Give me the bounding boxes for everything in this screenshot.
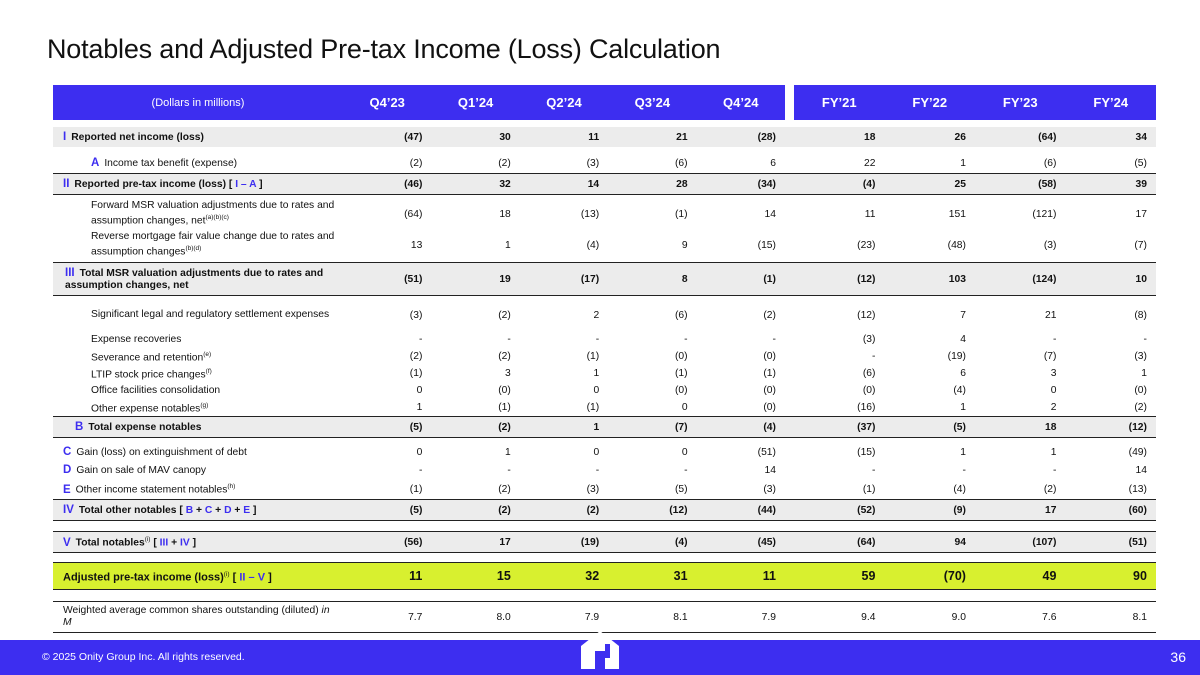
value-cell: (47) — [404, 131, 423, 143]
value-cell: 0 — [593, 447, 600, 458]
letter-marker: C — [63, 446, 72, 458]
value-cell: (0) — [674, 385, 688, 396]
value-cell: (3) — [1043, 239, 1057, 251]
value-cell: 49 — [1042, 569, 1057, 583]
value-cell: (1) — [674, 368, 688, 379]
value-cell: (1) — [409, 368, 423, 379]
col-header-fy22: FY’22 — [912, 95, 948, 110]
row-label: Total notables — [75, 537, 145, 549]
row-label: Other income statement notables — [75, 484, 228, 496]
row-label: Income tax benefit (expense) — [104, 157, 238, 169]
expr-close: ] — [268, 571, 272, 584]
row-label: Total expense notables — [88, 421, 202, 433]
value-cell: (45) — [757, 536, 776, 548]
value-cell: (3) — [409, 309, 423, 321]
expr-op: + — [168, 537, 181, 549]
value-cell: 0 — [593, 385, 600, 396]
row-mav-canopy — [53, 461, 1156, 479]
letter-marker: D — [63, 463, 72, 476]
value-cell: (2) — [498, 483, 511, 495]
letter-marker: E — [63, 483, 71, 496]
row-total-other-notables — [53, 499, 1156, 521]
value-cell: (15) — [857, 447, 876, 458]
value-cell: (12) — [857, 309, 876, 321]
row-total-expense-notables — [53, 416, 1156, 438]
value-cell: 14 — [764, 208, 776, 220]
value-cell: (9) — [953, 504, 966, 516]
value-cell: 0 — [1050, 385, 1057, 396]
row-label: Other expense notables — [91, 403, 201, 415]
value-cell: (7) — [1134, 239, 1147, 251]
value-cell: (5) — [953, 421, 966, 433]
expr-close: ] — [259, 178, 263, 190]
value-cell: (124) — [1032, 273, 1057, 285]
row-label: Significant legal and regulatory settlement expenses — [91, 309, 330, 320]
row-other-income-notables — [53, 479, 1156, 499]
value-cell: 0 — [416, 385, 423, 396]
value-cell: 1 — [1050, 447, 1057, 458]
row-label: Expense recoveries — [91, 333, 182, 345]
value-cell: 59 — [861, 569, 876, 583]
value-cell: 21 — [676, 131, 688, 143]
value-cell: 11 — [588, 131, 600, 143]
value-cell: 17 — [1044, 504, 1057, 516]
value-cell: 26 — [954, 131, 966, 143]
value-cell: 0 — [681, 402, 688, 413]
value-cell: 28 — [676, 178, 688, 190]
value-cell: (6) — [1043, 157, 1057, 169]
value-cell: (4) — [953, 385, 966, 396]
value-cell: (0) — [763, 385, 776, 396]
value-cell: 11 — [864, 208, 876, 220]
row-label: Gain (loss) on extinguishment of debt — [76, 447, 247, 458]
row-office-consolidation — [53, 382, 1156, 399]
expr-term: IV — [180, 537, 190, 549]
value-cell: 0 — [416, 447, 423, 458]
value-cell: - — [684, 334, 688, 345]
value-cell: 18 — [1044, 421, 1057, 433]
value-cell: (5) — [1134, 157, 1147, 169]
value-cell: (17) — [580, 273, 600, 285]
value-cell: (2) — [498, 157, 511, 169]
footnote-ref: (i) — [223, 570, 230, 578]
value-cell: (64) — [404, 208, 423, 220]
expr-term: V — [257, 571, 266, 584]
col-header-q1-24: Q1’24 — [457, 95, 494, 110]
value-cell: (4) — [763, 421, 776, 433]
value-cell: 1 — [960, 402, 966, 413]
value-cell: (44) — [757, 504, 776, 516]
value-cell: - — [595, 334, 600, 345]
col-header-fy21: FY’21 — [821, 95, 857, 110]
row-severance — [53, 348, 1156, 365]
unit-note: in M — [63, 605, 330, 628]
row-label: Total MSR valuation adjustments due to rates and assumption changes, net — [65, 267, 324, 291]
value-cell: (13) — [1128, 483, 1147, 495]
value-cell: 1 — [593, 421, 600, 433]
value-cell: 4 — [960, 334, 966, 345]
value-cell: (1) — [862, 483, 876, 495]
expr-term: C — [204, 504, 213, 516]
value-cell: 151 — [948, 208, 966, 220]
value-cell: 8.0 — [496, 611, 511, 623]
value-cell: 7 — [960, 309, 966, 321]
expr-term: E — [243, 504, 251, 516]
value-cell: - — [872, 464, 876, 476]
value-cell: 8 — [681, 273, 688, 285]
value-cell: (5) — [674, 483, 688, 495]
value-cell: (12) — [669, 504, 688, 516]
value-cell: - — [595, 464, 600, 476]
expr-op: – — [238, 178, 250, 190]
col-header-fy24: FY’24 — [1093, 95, 1129, 110]
row-label: Reverse mortgage fair value change due to rates and assumption changes — [91, 231, 335, 258]
value-cell: (0) — [763, 402, 776, 413]
value-cell: (2) — [498, 421, 511, 433]
value-cell: (16) — [857, 402, 876, 413]
value-cell: 9.4 — [861, 611, 876, 623]
row-reported-pretax — [53, 173, 1156, 195]
roman-marker: IV — [63, 503, 74, 516]
footnote-ref: (f) — [205, 367, 212, 375]
value-cell: (60) — [1128, 504, 1147, 516]
value-cell: - — [507, 464, 511, 476]
footnote-ref: (a)(b)(c) — [205, 214, 229, 222]
value-cell: 22 — [863, 157, 876, 169]
footnote-ref: (i) — [144, 536, 151, 544]
value-cell: (2) — [498, 504, 511, 516]
value-cell: 8.1 — [1132, 611, 1147, 623]
value-cell: 14 — [764, 464, 776, 476]
value-cell: (3) — [586, 157, 600, 169]
value-cell: 6 — [960, 368, 966, 379]
row-label: Reported net income (loss) — [71, 131, 204, 143]
value-cell: (6) — [862, 368, 876, 379]
value-cell: (19) — [947, 351, 966, 362]
row-total-notables — [53, 531, 1156, 553]
row-label: LTIP stock price changes — [91, 369, 206, 381]
value-cell: (6) — [674, 157, 688, 169]
value-cell: (15) — [757, 239, 776, 251]
value-cell: (107) — [1032, 536, 1057, 548]
value-cell: - — [962, 464, 966, 476]
header-band-quarters — [53, 85, 785, 120]
col-header-q3-24: Q3’24 — [634, 95, 671, 110]
expr-close: ] — [192, 537, 197, 549]
col-header-fy23: FY’23 — [1002, 95, 1038, 110]
value-cell: 6 — [770, 157, 776, 169]
value-cell: 25 — [954, 178, 966, 190]
value-cell: (0) — [862, 385, 876, 396]
value-cell: (51) — [404, 273, 423, 285]
expr-op: + — [231, 504, 244, 516]
value-cell: (2) — [1134, 402, 1147, 413]
value-cell: 17 — [1135, 208, 1147, 220]
value-cell: (1) — [409, 483, 423, 495]
value-cell: (7) — [674, 421, 688, 433]
row-label: Gain on sale of MAV canopy — [76, 464, 207, 476]
footnote-ref: (g) — [200, 401, 209, 409]
value-cell: - — [872, 351, 876, 362]
value-cell: (2) — [409, 351, 423, 362]
value-cell: 21 — [1044, 309, 1057, 321]
value-cell: 15 — [496, 569, 511, 583]
value-cell: (0) — [498, 385, 511, 396]
value-cell: 14 — [1135, 464, 1147, 476]
value-cell: (3) — [586, 483, 600, 495]
row-legal-settlement — [53, 301, 1156, 329]
value-cell: - — [418, 464, 423, 476]
value-cell: (1) — [763, 273, 776, 285]
row-expense-recoveries — [53, 331, 1156, 348]
col-header-q4-24: Q4’24 — [723, 95, 759, 110]
value-cell: (2) — [498, 309, 511, 321]
value-cell: (1) — [586, 402, 600, 413]
page-number: 36 — [1170, 649, 1186, 665]
value-cell: 18 — [863, 131, 876, 143]
value-cell: (46) — [404, 178, 423, 190]
header-band-years — [794, 85, 1156, 120]
value-cell: 9.0 — [951, 611, 966, 623]
row-label: Severance and retention — [91, 352, 204, 364]
value-cell: (1) — [763, 368, 776, 379]
value-cell: 1 — [593, 368, 600, 379]
value-cell: 39 — [1135, 178, 1147, 190]
col-header-q2-24: Q2’24 — [546, 95, 582, 110]
value-cell: 7.9 — [584, 611, 600, 623]
roman-marker: II — [63, 177, 70, 190]
row-label: Forward MSR valuation adjustments due to rates and assumption changes, net — [91, 200, 335, 227]
value-cell: (3) — [763, 483, 776, 495]
page-title: Notables and Adjusted Pre-tax Income (Loss) Calculation — [47, 34, 721, 64]
value-cell: 7.9 — [761, 611, 776, 623]
value-cell: (34) — [757, 178, 776, 190]
footnote-ref: (h) — [227, 483, 236, 491]
roman-marker: III — [65, 266, 75, 279]
value-cell: 8.1 — [673, 611, 688, 623]
row-debt-extinguishment — [53, 443, 1156, 462]
value-cell: - — [1143, 334, 1147, 345]
value-cell: (48) — [947, 239, 966, 251]
expr-term: B — [185, 504, 194, 516]
row-ltip — [53, 365, 1156, 382]
value-cell: 90 — [1133, 569, 1147, 583]
row-label: Reported pre-tax income (loss) [ — [74, 178, 233, 190]
value-cell: 32 — [585, 569, 600, 583]
value-cell: 31 — [673, 569, 688, 583]
row-label: Adjusted pre-tax income (loss) — [63, 571, 224, 584]
value-cell: (49) — [1128, 447, 1147, 458]
value-cell: (2) — [498, 351, 511, 362]
value-cell: (0) — [763, 351, 776, 362]
value-cell: - — [772, 334, 776, 345]
row-reported-net-income — [53, 127, 1156, 147]
value-cell: 7.6 — [1042, 611, 1057, 623]
value-cell: (3) — [1134, 351, 1147, 362]
value-cell: 11 — [762, 569, 776, 583]
value-cell: 10 — [1135, 273, 1147, 285]
expr-close: ] — [253, 504, 257, 516]
value-cell: (51) — [1128, 536, 1147, 548]
expr-term: III — [159, 537, 169, 549]
value-cell: (64) — [1038, 131, 1057, 143]
value-cell: 1 — [505, 447, 511, 458]
value-cell: 14 — [587, 178, 600, 190]
value-cell: 9 — [681, 239, 688, 251]
roman-marker: I — [63, 130, 67, 143]
value-cell: 0 — [681, 447, 688, 458]
value-cell: (56) — [404, 536, 423, 548]
value-cell: (4) — [862, 178, 876, 190]
row-total-msr — [53, 262, 1156, 296]
value-cell: (52) — [857, 504, 876, 516]
footer-bar — [0, 640, 1200, 675]
value-cell: (8) — [1134, 309, 1147, 321]
value-cell: (0) — [674, 351, 688, 362]
footnote-ref: (e) — [203, 350, 212, 358]
value-cell: - — [418, 334, 423, 345]
value-cell: - — [684, 464, 688, 476]
row-adjusted-pretax-income — [53, 562, 1156, 590]
value-cell: (58) — [1038, 178, 1057, 190]
expr-op: + — [212, 504, 225, 516]
value-cell: (3) — [862, 334, 876, 345]
value-cell: 32 — [499, 178, 511, 190]
value-cell: 2 — [1050, 402, 1057, 413]
value-cell: (2) — [586, 504, 600, 516]
row-other-expense — [53, 399, 1156, 416]
row-income-tax — [53, 153, 1156, 173]
onity-logo-icon — [579, 629, 621, 671]
value-cell: (2) — [409, 157, 423, 169]
letter-marker: A — [91, 156, 100, 169]
value-cell: (28) — [757, 131, 776, 143]
value-cell: 1 — [416, 402, 423, 413]
expr-op: – — [245, 571, 258, 584]
value-cell: 30 — [499, 131, 511, 143]
expr-term: D — [224, 504, 232, 516]
value-cell: (1) — [586, 351, 600, 362]
row-label: Office facilities consolidation — [91, 384, 221, 396]
value-cell: (23) — [857, 239, 876, 251]
value-cell: 2 — [593, 309, 600, 321]
value-cell: 19 — [499, 273, 511, 285]
value-cell: (13) — [580, 208, 600, 220]
value-cell: (4) — [586, 239, 600, 251]
units-label: (Dollars in millions) — [151, 96, 245, 109]
footnote-ref: (b)(d) — [185, 245, 202, 253]
col-header-q4-23: Q4’23 — [369, 95, 405, 110]
expr-op: + — [193, 504, 205, 516]
expr-term: A — [249, 178, 257, 190]
value-cell: (0) — [1134, 385, 1147, 396]
expr-term: II — [239, 571, 246, 584]
value-cell: 11 — [409, 569, 423, 583]
value-cell: (12) — [1128, 421, 1147, 433]
value-cell: (5) — [409, 421, 423, 433]
value-cell: 17 — [499, 536, 511, 548]
value-cell: 1 — [960, 157, 966, 169]
copyright: © 2025 Onity Group Inc. All rights reserved. — [42, 651, 245, 663]
value-cell: 3 — [1050, 368, 1057, 379]
value-cell: - — [1053, 464, 1057, 476]
expr-open: [ — [232, 571, 237, 584]
expr-term: I — [235, 178, 239, 190]
row-forward-msr — [53, 200, 1156, 228]
value-cell: (6) — [674, 309, 688, 321]
roman-marker: V — [63, 536, 71, 549]
value-cell: (2) — [763, 309, 776, 321]
value-cell: - — [507, 334, 511, 345]
value-cell: 1 — [960, 447, 966, 458]
value-cell: 1 — [1141, 368, 1147, 379]
value-cell: 1 — [505, 239, 511, 251]
value-cell: (37) — [857, 421, 876, 433]
value-cell: (51) — [757, 447, 776, 458]
value-cell: 103 — [948, 273, 966, 285]
value-cell: (121) — [1032, 208, 1057, 220]
value-cell: 18 — [499, 208, 511, 220]
value-cell: - — [1053, 334, 1057, 345]
value-cell: 13 — [410, 239, 423, 251]
value-cell: (2) — [1043, 483, 1057, 495]
value-cell: (64) — [857, 536, 876, 548]
value-cell: (7) — [1043, 351, 1057, 362]
value-cell: (1) — [498, 402, 511, 413]
value-cell: (70) — [943, 569, 966, 583]
value-cell: (4) — [674, 536, 688, 548]
value-cell: 34 — [1135, 131, 1147, 143]
expr-open: [ — [153, 537, 157, 549]
value-cell: (4) — [953, 483, 966, 495]
row-reverse-mortgage — [53, 231, 1156, 259]
value-cell: (1) — [674, 208, 688, 220]
row-label: Total other notables [ — [78, 504, 183, 516]
value-cell: 3 — [505, 368, 511, 379]
value-cell: 94 — [954, 536, 966, 548]
row-label: Weighted average common shares outstanding (diluted) — [63, 605, 319, 616]
letter-marker: B — [75, 420, 84, 433]
value-cell: (5) — [409, 504, 423, 516]
value-cell: (19) — [580, 536, 600, 548]
value-cell: (12) — [857, 273, 876, 285]
value-cell: 7.7 — [408, 611, 423, 623]
